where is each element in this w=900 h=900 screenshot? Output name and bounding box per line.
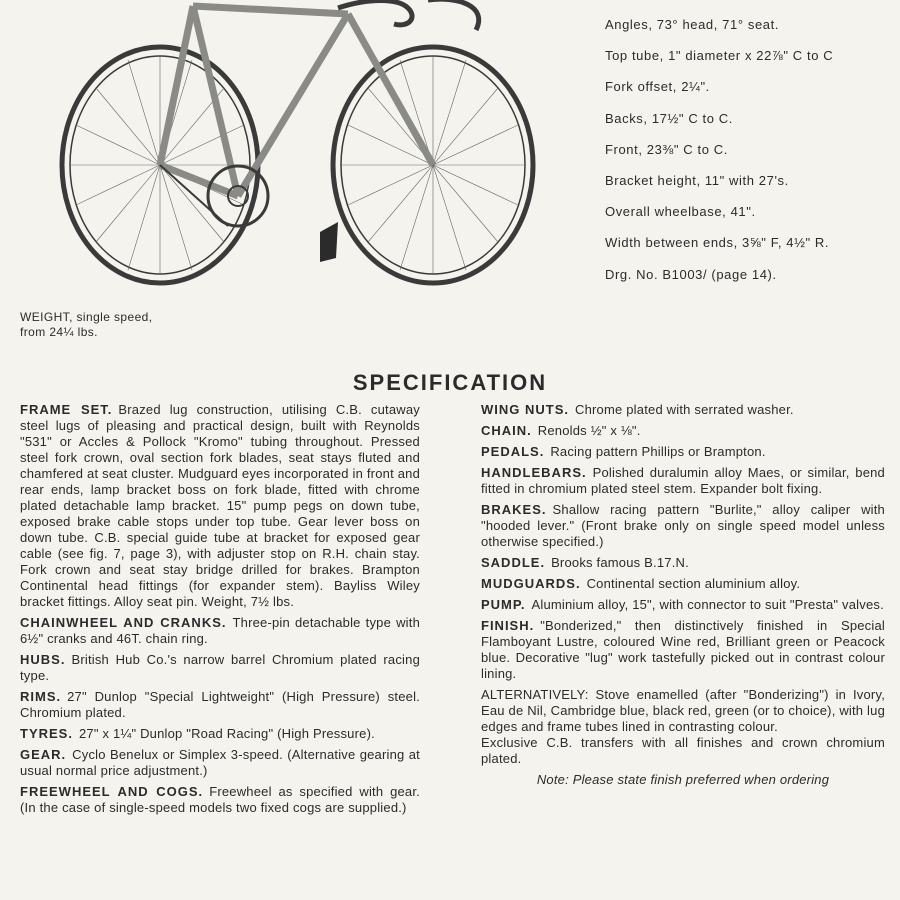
weight-line-1: WEIGHT, single speed, — [20, 310, 153, 324]
spec-text: Racing pattern Phillips or Brampton. — [550, 444, 766, 459]
ordering-note: Note: Please state finish preferred when ordering — [536, 772, 830, 787]
alternatively-text: ALTERNATIVELY: Stove enamelled (after "Bonderizing") in Ivory, Eau de Nil, Cambridge blue, black red, green (or to choice), with lug edges and frame tubes lined in contrasting colour. — [481, 687, 885, 734]
spec-gear — [20, 747, 420, 779]
spec-text: 27" Dunlop "Special Lightweight" (High Pressure) steel. Chromium plated. — [20, 689, 420, 720]
spec-freewheel — [20, 784, 420, 816]
specification-heading: SPECIFICATION — [352, 370, 548, 395]
spec-text: British Hub Co.'s narrow barrel Chromium plated racing type. — [20, 652, 420, 683]
geometry-list — [605, 14, 895, 295]
bicycle-photo — [38, 0, 558, 290]
spec-text: "Bonderized," then distinctively finished in Special Flamboyant Lustre, coloured Wine red, Brilliant green or Peacock blue. Decorative "lug" work tastefully picked out in contrast colour lining. — [481, 618, 885, 681]
spec-head: TYRES. — [20, 726, 73, 741]
spec-pedals — [481, 444, 885, 460]
spec-head: MUDGUARDS. — [481, 576, 581, 591]
spec-head: WING NUTS. — [481, 402, 569, 417]
spec-head: PUMP. — [481, 597, 526, 612]
spec-frame-set — [20, 402, 420, 610]
geometry-width-between-ends: Width between ends, 3⅝" F, 4½" R. — [605, 235, 830, 251]
geometry-drawing-number: Drg. No. B1003/ (page 14). — [605, 266, 777, 282]
spec-head: PEDALS. — [481, 444, 545, 459]
spec-head: CHAINWHEEL AND CRANKS. — [20, 615, 227, 630]
spec-head: FREEWHEEL AND COGS. — [20, 784, 204, 799]
spec-head: RIMS. — [20, 689, 62, 704]
spec-text: Shallow racing pattern "Burlite," alloy caliper with "hooded lever." (Front brake only on single speed model unless otherwise specified.) — [481, 502, 885, 549]
geometry-wheelbase: Overall wheelbase, 41". — [605, 204, 756, 220]
spec-hubs — [20, 652, 420, 684]
geometry-angles: Angles, 73° head, 71° seat. — [605, 17, 780, 32]
spec-head: HUBS. — [20, 652, 66, 667]
spec-head: BRAKES. — [481, 502, 547, 517]
spec-chain — [481, 423, 885, 439]
spec-head: SADDLE. — [481, 555, 546, 570]
spec-text: 27" x 1¼" Dunlop "Road Racing" (High Pressure). — [78, 726, 375, 741]
spec-head: CHAIN. — [481, 423, 532, 438]
spec-text: Continental section aluminium alloy. — [586, 576, 801, 591]
spec-head: HANDLEBARS. — [481, 465, 587, 480]
spec-column-right — [481, 402, 885, 788]
spec-text: Freewheel as specified with gear. (In the case of single-speed models two fixed cogs are supplied.) — [20, 784, 420, 815]
geometry-top-tube: Top tube, 1" diameter x 22⅞" C to C — [605, 48, 834, 64]
spec-text: Renolds ½" x ⅛". — [537, 423, 641, 438]
spec-text: Chrome plated with serrated washer. — [575, 402, 794, 417]
spec-finish — [481, 618, 885, 682]
spec-text: Aluminium alloy, 15", with connector to suit "Presta" valves. — [531, 597, 884, 612]
geometry-front: Front, 23⅜" C to C. — [605, 141, 728, 157]
transfers-text: Exclusive C.B. transfers with all finishes and crown chromium plated. — [481, 735, 885, 766]
spec-head: FRAME SET. — [20, 402, 113, 417]
spec-text: Three-pin detachable type with 6½" cranks and 46T. chain ring. — [20, 615, 421, 646]
geometry-backs: Backs, 17½" C to C. — [605, 110, 734, 126]
spec-pump — [481, 597, 885, 613]
spec-saddle — [481, 555, 885, 571]
geometry-fork-offset: Fork offset, 2¼". — [605, 79, 710, 95]
spec-tyres — [20, 726, 420, 742]
spec-wing-nuts — [481, 402, 885, 418]
spec-text: Brazed lug construction, utilising C.B. cutaway steel lugs of pleasing and practical design, built with Reynolds "531" or Accles & Pollock "Kromo" tubing throughout. Pressed steel fork crown, oval section fork blades, seat stays fluted and chamfered at seat cluster. Mudguard eyes incorporated in front and rear ends, lamp bracket boss on fork blade, fitted with chrome plated detachable lamp bracket. 15" pump pegs on down tube, exposed brake cable stops under top tube. Gear lever boss on down tube. C.B. special guide tube at bracket for exposed gear cable (see fig. 7, page 3), with adjuster stop on R.H. chain stay. Fork crown and seat stay bridge drilled for brakes. Brampton Continental head fittings (for expander stem). Bayliss Wiley bracket fittings. Alloy seat pin. Weight, 7½ lbs. — [20, 402, 420, 609]
weight-caption — [20, 310, 220, 340]
weight-line-2: from 24¼ lbs. — [20, 325, 98, 339]
spec-head: GEAR. — [20, 747, 67, 762]
spec-head: FINISH. — [481, 618, 535, 633]
spec-text: Brooks famous B.17.N. — [551, 555, 689, 570]
spec-mudguards — [481, 576, 885, 592]
spec-rims — [20, 689, 420, 721]
spec-column-left — [20, 402, 420, 821]
spec-text: Polished duralumin alloy Maes, or similar, bend fitted in chromium plated steel stem. Expander bolt fixing. — [481, 465, 885, 496]
spec-chainwheel — [20, 615, 420, 647]
spec-brakes — [481, 502, 885, 550]
spec-text: Cyclo Benelux or Simplex 3-speed. (Alternative gearing at usual normal price adjustment.) — [20, 747, 420, 778]
spec-handlebars — [481, 465, 885, 497]
geometry-bracket-height: Bracket height, 11" with 27's. — [605, 172, 789, 188]
